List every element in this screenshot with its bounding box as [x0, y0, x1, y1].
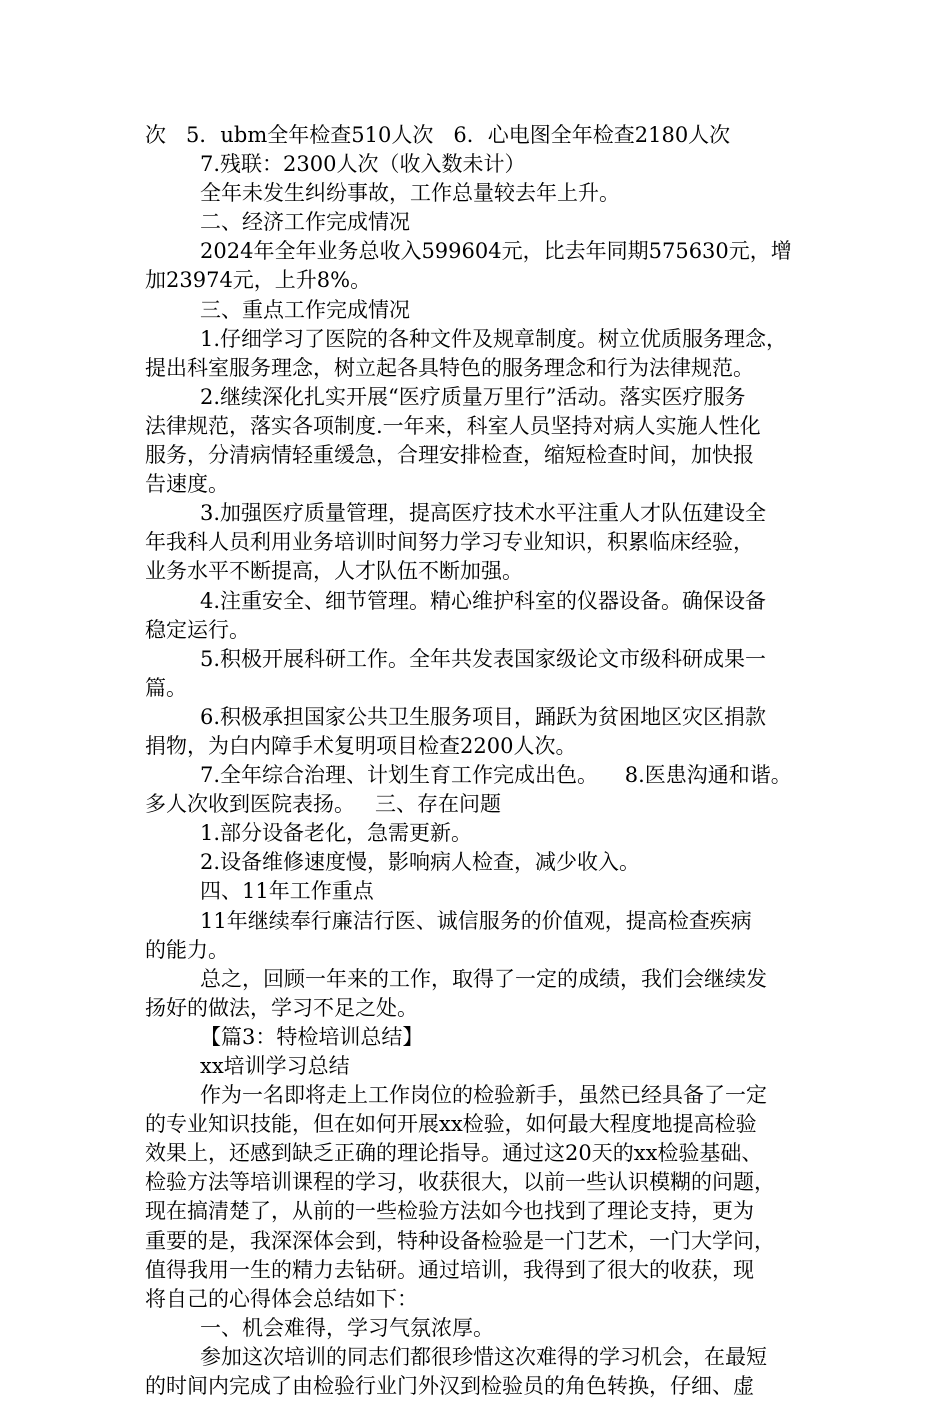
text-line: 现在搞清楚了，从前的一些检验方法如今也找到了理论支持，更为: [145, 1199, 754, 1224]
text-line: 的时间内完成了由检验行业门外汉到检验员的角色转换，仔细、虚: [145, 1374, 754, 1399]
text-line: 作为一名即将走上工作岗位的检验新手，虽然已经具备了一定: [200, 1083, 767, 1108]
text-line: 告速度。: [145, 472, 229, 497]
text-line: 将自己的心得体会总结如下：: [145, 1286, 418, 1311]
text-line: 2.设备维修速度慢，影响病人检查，减少收入。: [200, 850, 641, 875]
text-line: 【篇3：特检培训总结】: [200, 1024, 424, 1049]
text-line: 服务，分清病情轻重缓急，合理安排检查，缩短检查时间，加快报: [145, 443, 754, 468]
text-line: 多人次收到医院表扬。 三、存在问题: [145, 792, 502, 817]
text-line: 扬好的做法，学习不足之处。: [145, 995, 418, 1020]
text-line: 稳定运行。: [145, 617, 250, 642]
text-line: 7.残联：2300人次（收入数未计）: [200, 152, 526, 177]
text-line: 次 5．ubm全年检查510人次 6．心电图全年检查2180人次: [145, 123, 731, 147]
text-line: 一、机会难得，学习气氛浓厚。: [200, 1315, 494, 1340]
text-line: 三、重点工作完成情况: [200, 297, 410, 322]
text-line: 检验方法等培训课程的学习，收获很大，以前一些认识模糊的问题，: [145, 1170, 775, 1195]
text-line: 参加这次培训的同志们都很珍惜这次难得的学习机会，在最短: [200, 1344, 767, 1369]
text-line: 5.积极开展科研工作。全年共发表国家级论文市级科研成果一: [200, 646, 767, 671]
text-line: 效果上，还感到缺乏正确的理论指导。通过这20天的xx检验基础、: [145, 1141, 763, 1166]
text-line: 11年继续奉行廉洁行医、诚信服务的价值观，提高检查疾病: [200, 908, 752, 933]
text-line: 法律规范，落实各项制度.一年来，科室人员坚持对病人实施人性化: [145, 413, 761, 438]
text-line: 捐物，为白内障手术复明项目检查2200人次。: [145, 733, 577, 758]
text-line: 业务水平不断提高，人才队伍不断加强。: [145, 559, 523, 584]
text-line: 篇。: [145, 675, 187, 700]
text-line: 提出科室服务理念，树立起各具特色的服务理念和行为法律规范。: [145, 355, 754, 380]
text-line: 6.积极承担国家公共卫生服务项目，踊跃为贫困地区灾区捐款: [200, 704, 767, 729]
text-line: 年我科人员利用业务培训时间努力学习专业知识，积累临床经验，: [145, 530, 754, 555]
text-line: 1.仔细学习了医院的各种文件及规章制度。树立优质服务理念，: [200, 326, 788, 351]
text-line: 3.加强医疗质量管理，提高医疗技术水平注重人才队伍建设全: [200, 501, 767, 526]
document-body: [145, 121, 835, 1401]
text-line: 4.注重安全、细节管理。精心维护科室的仪器设备。确保设备: [200, 588, 767, 613]
text-line: 重要的是，我深深体会到，特种设备检验是一门艺术，一门大学问，: [145, 1228, 775, 1253]
text-line: 1.部分设备老化，急需更新。: [200, 821, 473, 846]
text-line: 加23974元，上升8%。: [145, 268, 372, 293]
text-line: 的能力。: [145, 937, 229, 962]
text-line: 2024年全年业务总收入599604元，比去年同期575630元，增: [200, 239, 792, 264]
text-line: 四、11年工作重点: [200, 879, 374, 904]
text-line: 7.全年综合治理、计划生育工作完成出色。 8.医患沟通和谐。: [200, 763, 792, 788]
text-line: 全年未发生纠纷事故，工作总量较去年上升。: [200, 181, 620, 206]
text-line: 2.继续深化扎实开展“医疗质量万里行”活动。落实医疗服务: [200, 384, 746, 409]
text-line: 总之，回顾一年来的工作，取得了一定的成绩，我们会继续发: [200, 966, 767, 991]
text-line: xx培训学习总结: [200, 1054, 350, 1078]
text-line: 的专业知识技能，但在如何开展xx检验，如何最大程度地提高检验: [145, 1112, 757, 1137]
text-line: 值得我用一生的精力去钻研。通过培训，我得到了很大的收获，现: [145, 1257, 754, 1282]
text-line: 二、经济工作完成情况: [200, 210, 410, 235]
